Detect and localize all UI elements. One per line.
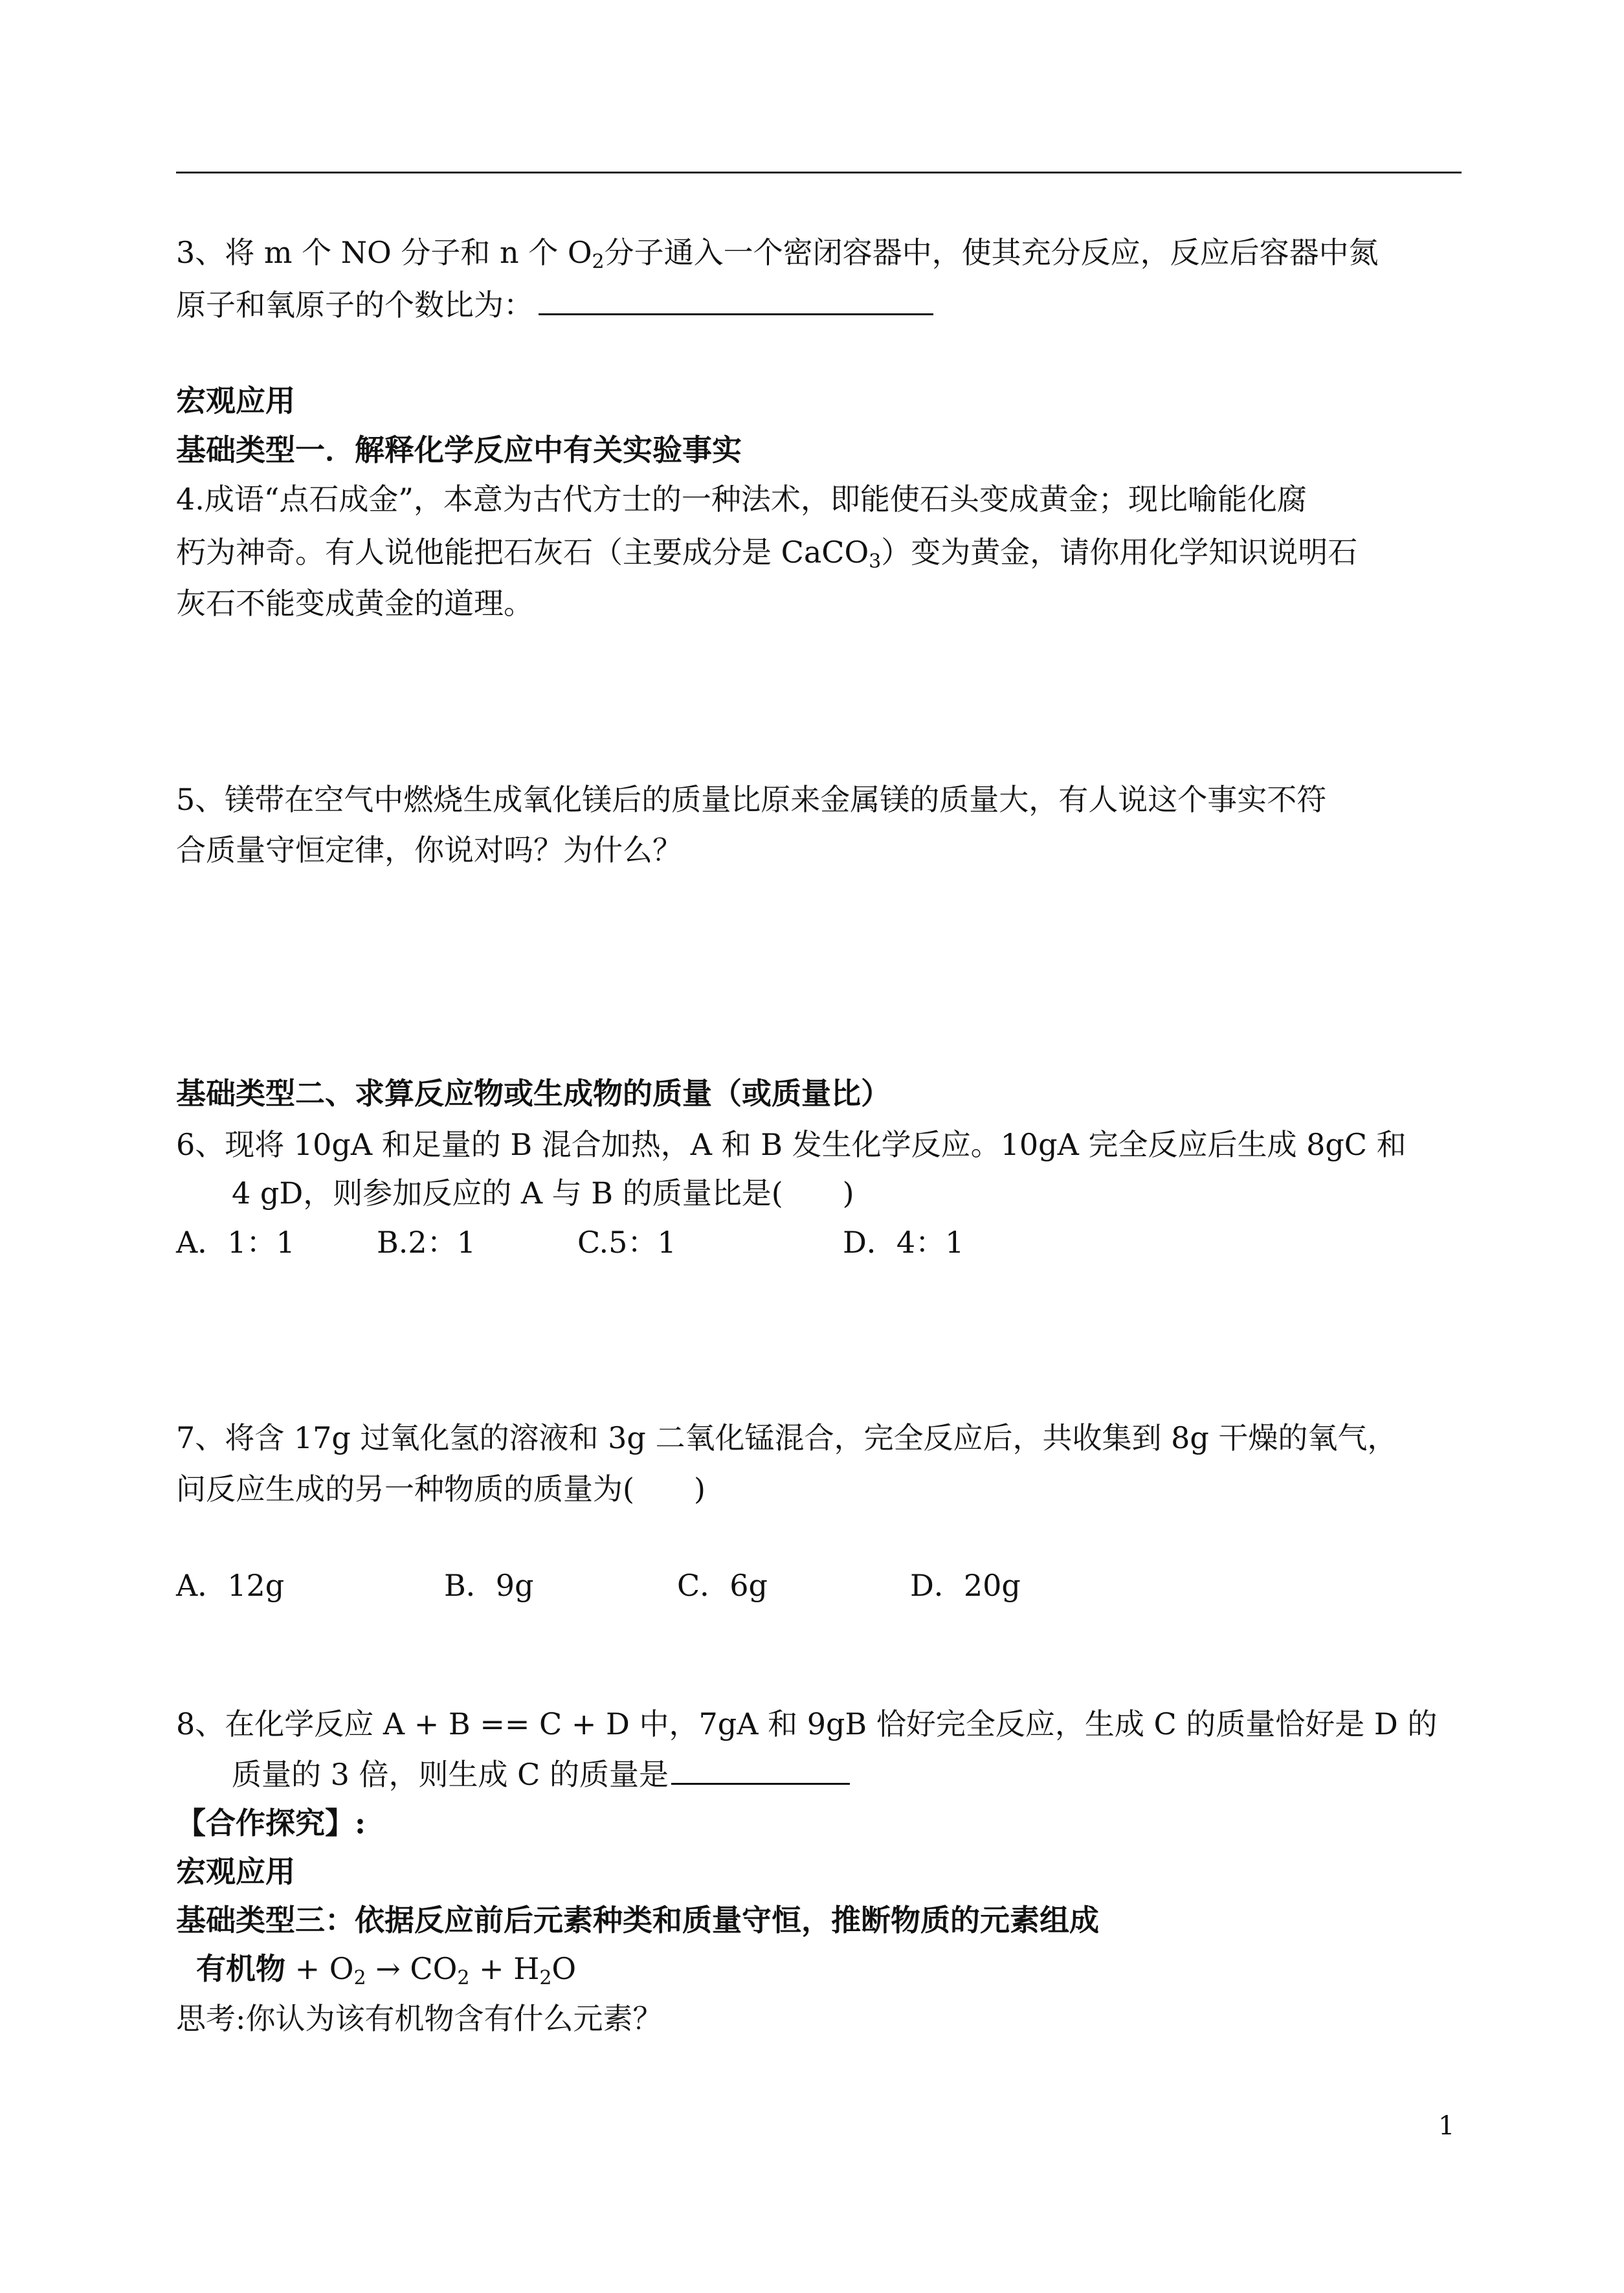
q8-line-2-text: 质量的 3 倍，则生成 C 的质量是	[232, 1757, 669, 1792]
q3-line-1-text-b: 分子通入一个密闭容器中，使其充分反应，反应后容器中氮	[604, 235, 1379, 270]
thinking-prompt: 思考:你认为该有机物含有什么元素？	[176, 2001, 663, 2036]
q7-option-a[interactable]: A．12g	[176, 1568, 285, 1603]
type3-heading: 基础类型三：依据反应前后元素种类和质量守恒，推断物质的元素组成	[176, 1903, 1099, 1938]
q6-option-b[interactable]: B.2：1	[377, 1225, 476, 1260]
q6-option-c[interactable]: C.5：1	[577, 1225, 676, 1260]
q6-option-d[interactable]: D．4：1	[843, 1225, 964, 1260]
equation-co-text: CO	[410, 1951, 458, 1986]
equation-h2-subscript: 2	[539, 1967, 552, 1989]
q3-answer-blank[interactable]	[539, 313, 933, 315]
q4-line-2	[176, 535, 1358, 573]
q3-line-1	[176, 235, 1379, 273]
equation-o2-subscript: 2	[353, 1967, 366, 1989]
q3-line-1-text-a: 3、将 m 个 NO 分子和 n 个 O	[176, 235, 592, 270]
q4-line-3: 灰石不能变成黄金的道理。	[176, 586, 533, 621]
equation-organic: 有机物	[196, 1951, 285, 1986]
type1-heading: 基础类型一．解释化学反应中有关实验事实	[176, 432, 742, 467]
q5-line-2: 合质量守恒定律，你说对吗？为什么？	[176, 833, 682, 867]
type2-heading: 基础类型二、求算反应物或生成物的质量（或质量比）	[176, 1076, 891, 1111]
cooperation-heading: 【合作探究】:	[176, 1806, 366, 1840]
q3-o2-subscript: 2	[592, 251, 605, 273]
q4-line-2-text-a: 朽为神奇。有人说他能把石灰石（主要成分是 CaCO	[176, 535, 869, 570]
q6-option-a[interactable]: A．1：1	[176, 1225, 295, 1260]
equation-water-o-text: O	[551, 1951, 577, 1986]
q7-option-d[interactable]: D．20g	[910, 1568, 1021, 1603]
q5-line-1: 5、镁带在空气中燃烧生成氧化镁后的质量比原来金属镁的质量大，有人说这个事实不符	[176, 782, 1327, 817]
q7-line-2: 问反应生成的另一种物质的质量为( )	[176, 1471, 706, 1506]
equation-o-text: + O	[285, 1951, 354, 1986]
q3-line-2-text: 原子和氧原子的个数比为：	[176, 287, 533, 322]
q6-line-2: 4 gD，则参加反应的 A 与 B 的质量比是( )	[232, 1176, 854, 1211]
q8-line-2	[232, 1757, 850, 1792]
equation-h-text: + H	[469, 1951, 540, 1986]
reaction-equation	[196, 1951, 577, 1989]
page-number: 1	[1438, 2111, 1455, 2141]
section-macro-2: 宏观应用	[176, 1854, 295, 1889]
equation-co2-subscript: 2	[457, 1967, 470, 1989]
q3-line-2	[176, 287, 933, 322]
q8-line-1: 8、在化学反应 A + B == C + D 中，7gA 和 9gB 恰好完全反应，生成 C 的质量恰好是 D 的	[176, 1706, 1438, 1741]
q4-line-1: 4.成语“点石成金”，本意为古代方士的一种法术，即能使石头变成黄金；现比喻能化腐	[176, 482, 1307, 517]
q6-line-1: 6、现将 10gA 和足量的 B 混合加热，A 和 B 发生化学反应。10gA 完全反应后生成 8gC 和	[176, 1127, 1407, 1162]
header-rule	[176, 172, 1462, 173]
q7-line-1: 7、将含 17g 过氧化氢的溶液和 3g 二氧化锰混合，完全反应后，共收集到 8g 干燥的氧气，	[176, 1420, 1397, 1455]
q7-option-c[interactable]: C．6g	[677, 1568, 768, 1603]
section-macro-1: 宏观应用	[176, 383, 295, 418]
equation-arrow: →	[366, 1951, 410, 1986]
q8-answer-blank[interactable]	[671, 1782, 850, 1785]
q4-caco3-subscript: 3	[869, 550, 882, 573]
q4-line-2-text-b: ）变为黄金，请你用化学知识说明石	[881, 535, 1358, 570]
q7-option-b[interactable]: B．9g	[444, 1568, 534, 1603]
